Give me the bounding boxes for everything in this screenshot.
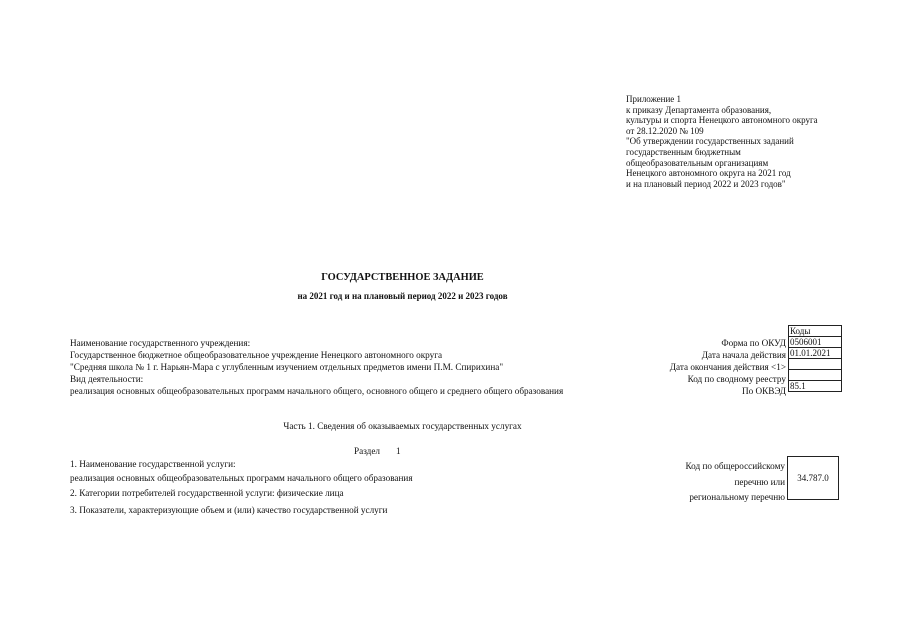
code-label-okud: Форма по ОКУД — [721, 338, 786, 348]
appendix-line: Приложение 1 — [626, 94, 682, 104]
appendix-note — [626, 94, 876, 189]
codes-table — [788, 325, 842, 392]
code-value-okved: 85.1 — [789, 381, 842, 392]
code-value-okud: 0506001 — [789, 337, 842, 348]
appendix-line: общеобразовательным организациям — [626, 157, 769, 168]
appendix-line: и на плановый период 2022 и 2023 годов" — [626, 178, 786, 189]
registry-label-line1: Код по общероссийскому — [685, 461, 785, 471]
section-number: 1 — [396, 446, 401, 456]
registry-label-line2: перечню или — [734, 477, 785, 487]
registry-code-box — [787, 456, 839, 500]
institution-name-line1: Государственное бюджетное общеобразовательное учреждение Ненецкого автономного округа — [70, 350, 443, 360]
indicators-line: 3. Показатели, характеризующие объем и (или) качество государственной услуги — [70, 505, 388, 515]
appendix-line: к приказу Департамента образования, — [626, 104, 772, 115]
registry-code-value: 34.787.0 — [797, 473, 829, 483]
code-value-start-date: 01.01.2021 — [789, 348, 842, 359]
appendix-line: от 28.12.2020 № 109 — [626, 125, 704, 136]
part1-heading: Часть 1. Сведения об оказываемых государственных услугах — [283, 421, 522, 431]
section-label: Раздел — [354, 446, 380, 456]
appendix-line: "Об утверждении государственных заданий — [626, 136, 794, 147]
activity-value: реализация основных общеобразовательных программ начального общего, основного общего и среднего общего образования — [70, 386, 564, 396]
activity-label: Вид деятельности: — [70, 374, 144, 384]
document-title: ГОСУДАРСТВЕННОЕ ЗАДАНИЕ — [321, 272, 484, 283]
institution-name-label: Наименование государственного учреждения: — [70, 338, 251, 348]
code-label-okved: По ОКВЭД — [742, 386, 786, 396]
code-value-end-date — [789, 359, 842, 370]
code-value-registry — [789, 370, 842, 381]
appendix-line: культуры и спорта Ненецкого автономного округа — [626, 115, 818, 126]
codes-header: Коды — [789, 326, 842, 337]
institution-name-line2: "Средняя школа № 1 г. Нарьян-Мара с углубленным изучением отдельных предметов имени П.М. Спирихина" — [70, 362, 504, 372]
appendix-line: Ненецкого автономного округа на 2021 год — [626, 168, 791, 179]
consumers-line: 2. Категории потребителей государственной услуги: физические лица — [70, 488, 344, 498]
code-label-start-date: Дата начала действия — [701, 350, 786, 360]
document-subtitle: на 2021 год и на плановый период 2022 и 2023 годов — [297, 291, 508, 301]
code-label-end-date: Дата окончания действия <1> — [669, 362, 786, 372]
service-name-value: реализация основных общеобразовательных программ начального общего образования — [70, 473, 413, 483]
code-label-registry: Код по сводному реестру — [687, 374, 786, 384]
registry-label-line3: региональному перечню — [689, 492, 785, 502]
service-name-label: 1. Наименование государственной услуги: — [70, 459, 236, 469]
appendix-line: государственным бюджетным — [626, 146, 741, 157]
